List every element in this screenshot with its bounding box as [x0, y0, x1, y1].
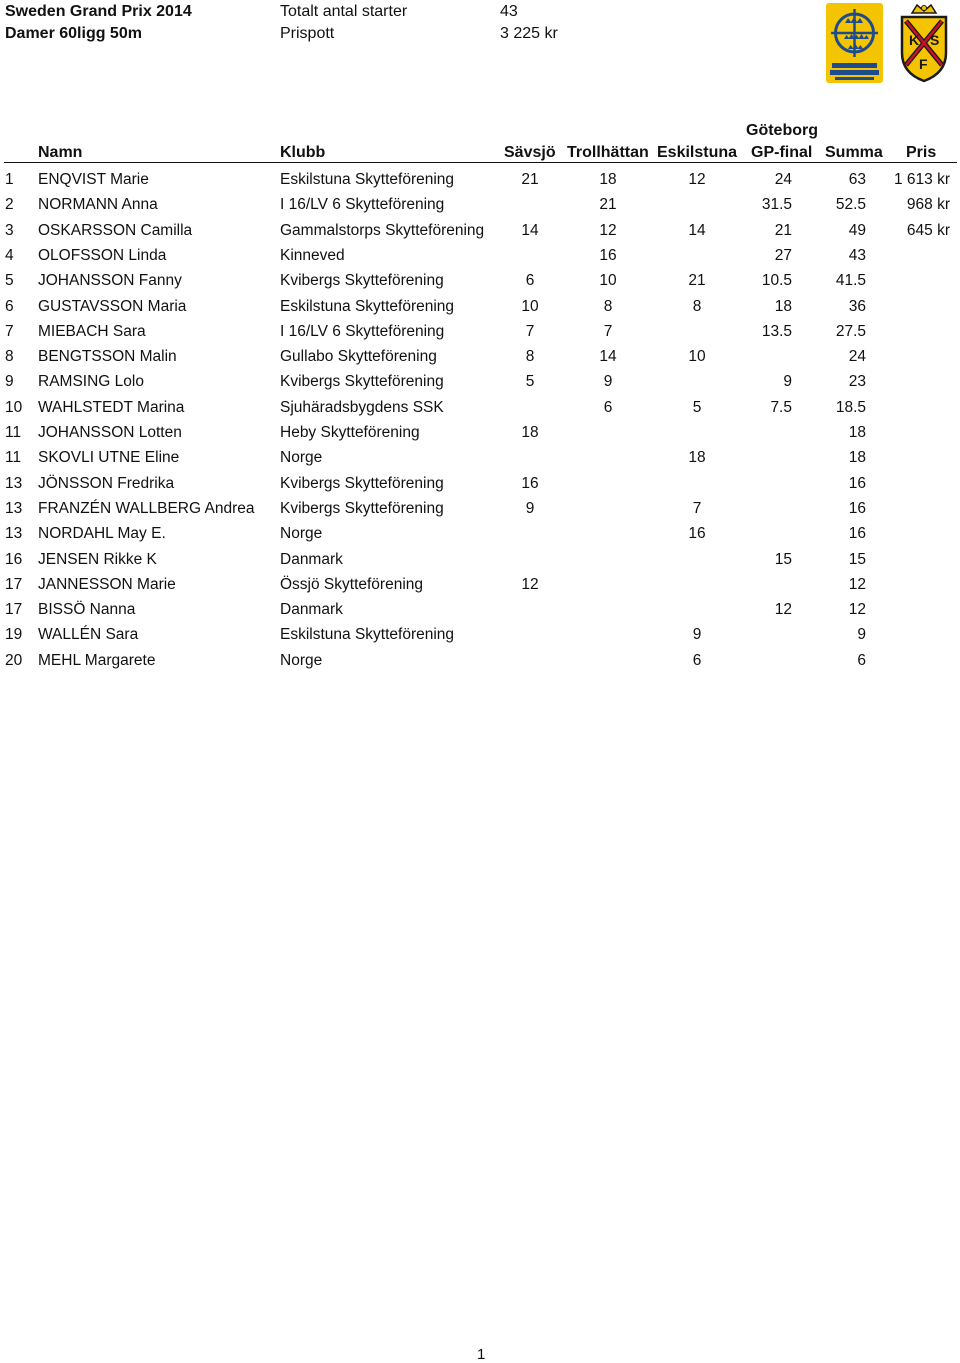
name-cell: JOHANSSON Fanny — [38, 272, 182, 290]
savsjo-score: 10 — [521, 297, 539, 315]
summa-score: 36 — [848, 297, 866, 315]
prize-label: Prispott — [280, 25, 335, 42]
trollhattan-score: 14 — [599, 348, 617, 366]
savsjo-score: 21 — [521, 171, 539, 188]
name-cell: BISSÖ Nanna — [38, 601, 136, 619]
table-row — [0, 625, 960, 650]
prize-amount: 645 kr — [906, 221, 950, 239]
savsjo-score: 5 — [525, 373, 535, 391]
col-header-klubb: Klubb — [280, 144, 326, 161]
eskilstuna-score: 10 — [688, 348, 706, 366]
table-row — [0, 550, 960, 575]
name-cell: MIEBACH Sara — [38, 322, 146, 340]
table-row — [0, 170, 960, 195]
table-row — [0, 322, 960, 347]
club-cell: Kvibergs Skytteförening — [280, 272, 444, 290]
table-row — [0, 575, 960, 600]
club-cell: Eskilstuna Skytteförening — [280, 171, 455, 188]
savsjo-score: 9 — [525, 499, 535, 517]
skyttesport-forbundet-logo — [826, 3, 883, 83]
goteborg-score: 27 — [774, 246, 792, 264]
savsjo-score: 16 — [521, 474, 539, 492]
col-header-pris: Pris — [906, 144, 937, 161]
savsjo-score: 6 — [525, 272, 535, 290]
goteborg-score: 15 — [774, 550, 792, 568]
club-cell: Össjö Skytteförening — [280, 575, 424, 593]
place-cell: 1 — [5, 171, 14, 188]
ksf-logo — [896, 3, 952, 83]
summa-score: 18 — [848, 449, 866, 467]
col-header-gp-final: GP-final — [751, 144, 813, 161]
summa-score: 16 — [848, 499, 866, 517]
summa-score: 16 — [848, 474, 866, 492]
name-cell: RAMSING Lolo — [38, 373, 144, 391]
goteborg-score: 18 — [774, 297, 792, 315]
col-header-summa: Summa — [825, 144, 883, 161]
svg-text:F: F — [919, 56, 928, 72]
savsjo-score: 14 — [521, 221, 539, 239]
col-header-namn: Namn — [38, 144, 83, 161]
savsjo-score: 12 — [521, 575, 539, 593]
table-row — [0, 600, 960, 625]
table-row — [0, 524, 960, 549]
club-cell: Danmark — [280, 550, 343, 568]
table-row — [0, 651, 960, 676]
place-cell: 17 — [5, 601, 23, 619]
club-cell: Kvibergs Skytteförening — [280, 474, 444, 492]
name-cell: JANNESSON Marie — [38, 575, 176, 593]
col-header-eskilstuna: Eskilstuna — [657, 144, 738, 161]
place-cell: 9 — [5, 373, 14, 391]
table-row — [0, 398, 960, 423]
place-cell: 19 — [5, 626, 23, 644]
trollhattan-score: 21 — [599, 196, 617, 214]
summa-score: 63 — [848, 171, 866, 188]
place-cell: 13 — [5, 474, 23, 492]
place-cell: 3 — [5, 221, 14, 239]
place-cell: 11 — [5, 449, 22, 467]
goteborg-score: 21 — [774, 221, 792, 239]
category-title: Damer 60ligg 50m — [5, 25, 142, 42]
svg-text:S: S — [930, 32, 940, 48]
table-row — [0, 372, 960, 397]
goteborg-score: 12 — [774, 601, 792, 619]
place-cell: 6 — [5, 297, 14, 315]
summa-score: 27.5 — [835, 322, 866, 340]
name-cell: OSKARSSON Camilla — [38, 221, 193, 239]
summa-score: 12 — [848, 601, 866, 619]
eskilstuna-score: 6 — [692, 651, 702, 669]
place-cell: 4 — [5, 246, 14, 264]
table-row — [0, 195, 960, 220]
skyttesport-logo-graphic — [826, 3, 883, 83]
table-row — [0, 297, 960, 322]
summa-score: 18 — [848, 424, 866, 441]
table-row — [0, 499, 960, 524]
summa-score: 9 — [857, 626, 866, 644]
goteborg-score: 9 — [783, 373, 792, 391]
trollhattan-score: 6 — [603, 398, 613, 416]
trollhattan-score: 18 — [599, 171, 617, 188]
table-row — [0, 271, 960, 296]
goteborg-score: 7.5 — [770, 398, 792, 416]
page-number: 1 — [477, 1346, 486, 1363]
eskilstuna-score: 5 — [692, 398, 702, 416]
savsjo-score: 7 — [525, 322, 535, 340]
summa-score: 16 — [848, 525, 866, 543]
club-cell: Eskilstuna Skytteförening — [280, 297, 455, 315]
event-title: Sweden Grand Prix 2014 — [5, 3, 192, 20]
svg-text:K: K — [909, 32, 920, 48]
header-rule — [4, 162, 957, 163]
club-cell: Sjuhäradsbygdens SSK — [280, 398, 444, 416]
name-cell: WALLÉN Sara — [38, 626, 139, 644]
starters-value: 43 — [500, 3, 518, 20]
place-cell: 10 — [5, 398, 23, 416]
summa-score: 15 — [848, 550, 866, 568]
name-cell: ENQVIST Marie — [38, 171, 149, 188]
goteborg-score: 10.5 — [761, 272, 792, 290]
name-cell: JENSEN Rikke K — [38, 550, 157, 568]
summa-score: 49 — [848, 221, 866, 239]
table-row — [0, 448, 960, 473]
place-cell: 17 — [5, 575, 23, 593]
col-header-goteborg: Göteborg — [746, 122, 818, 139]
eskilstuna-score: 12 — [688, 171, 706, 188]
trollhattan-score: 7 — [603, 322, 613, 340]
place-cell: 2 — [5, 196, 14, 214]
name-cell: JOHANSSON Lotten — [38, 424, 182, 441]
name-cell: BENGTSSON Malin — [38, 348, 177, 366]
club-cell: Norge — [280, 525, 323, 543]
summa-score: 43 — [848, 246, 866, 264]
club-cell: Danmark — [280, 601, 343, 619]
club-cell: Gammalstorps Skytteförening — [280, 221, 485, 239]
savsjo-score: 8 — [525, 348, 535, 366]
trollhattan-score: 9 — [603, 373, 613, 391]
place-cell: 13 — [5, 525, 23, 543]
table-row — [0, 347, 960, 372]
place-cell: 13 — [5, 499, 23, 517]
goteborg-score: 31.5 — [761, 196, 792, 214]
goteborg-score: 24 — [774, 171, 792, 188]
table-row — [0, 423, 960, 448]
club-cell: Norge — [280, 449, 323, 467]
place-cell: 20 — [5, 651, 23, 669]
name-cell: MEHL Margarete — [38, 651, 156, 669]
table-row — [0, 246, 960, 271]
trollhattan-score: 12 — [599, 221, 617, 239]
summa-score: 23 — [848, 373, 866, 391]
col-header-savsjo: Sävsjö — [504, 144, 556, 161]
eskilstuna-score: 14 — [688, 221, 706, 239]
name-cell: FRANZÉN WALLBERG Andrea — [38, 499, 255, 517]
eskilstuna-score: 7 — [692, 499, 702, 517]
club-cell: Heby Skytteförening — [280, 424, 420, 441]
name-cell: SKOVLI UTNE Eline — [38, 449, 180, 467]
table-row — [0, 474, 960, 499]
club-cell: I 16/LV 6 Skytteförening — [280, 196, 445, 214]
name-cell: GUSTAVSSON Maria — [38, 297, 187, 315]
club-cell: Kvibergs Skytteförening — [280, 373, 444, 391]
eskilstuna-score: 8 — [692, 297, 702, 315]
club-cell: Kinneved — [280, 246, 345, 264]
summa-score: 18.5 — [835, 398, 866, 416]
savsjo-score: 18 — [521, 424, 539, 441]
club-cell: Gullabo Skytteförening — [280, 348, 437, 366]
starters-label: Totalt antal starter — [280, 3, 408, 20]
name-cell: NORMANN Anna — [38, 196, 158, 214]
prize-amount: 1 613 kr — [893, 171, 950, 188]
summa-score: 6 — [857, 651, 866, 669]
summa-score: 24 — [848, 348, 866, 366]
club-cell: I 16/LV 6 Skytteförening — [280, 322, 445, 340]
summa-score: 52.5 — [835, 196, 866, 214]
summa-score: 41.5 — [835, 272, 866, 290]
place-cell: 7 — [5, 322, 14, 340]
club-cell: Norge — [280, 651, 323, 669]
trollhattan-score: 8 — [603, 297, 613, 315]
club-cell: Kvibergs Skytteförening — [280, 499, 444, 517]
eskilstuna-score: 16 — [688, 525, 706, 543]
eskilstuna-score: 9 — [692, 626, 702, 644]
prize-amount: 968 kr — [906, 196, 950, 214]
name-cell: OLOFSSON Linda — [38, 246, 167, 264]
club-cell: Eskilstuna Skytteförening — [280, 626, 455, 644]
table-row — [0, 221, 960, 246]
eskilstuna-score: 18 — [688, 449, 706, 467]
eskilstuna-score: 21 — [688, 272, 706, 290]
prize-value: 3 225 kr — [500, 25, 558, 42]
place-cell: 5 — [5, 272, 14, 290]
col-header-trollhattan: Trollhättan — [567, 144, 649, 161]
name-cell: NORDAHL May E. — [38, 525, 166, 543]
place-cell: 11 — [5, 424, 22, 441]
trollhattan-score: 10 — [599, 272, 617, 290]
place-cell: 16 — [5, 550, 23, 568]
place-cell: 8 — [5, 348, 14, 366]
name-cell: JÖNSSON Fredrika — [38, 474, 175, 492]
ksf-logo-graphic — [896, 3, 952, 83]
summa-score: 12 — [848, 575, 866, 593]
name-cell: WAHLSTEDT Marina — [38, 398, 185, 416]
goteborg-score: 13.5 — [761, 322, 792, 340]
trollhattan-score: 16 — [599, 246, 617, 264]
